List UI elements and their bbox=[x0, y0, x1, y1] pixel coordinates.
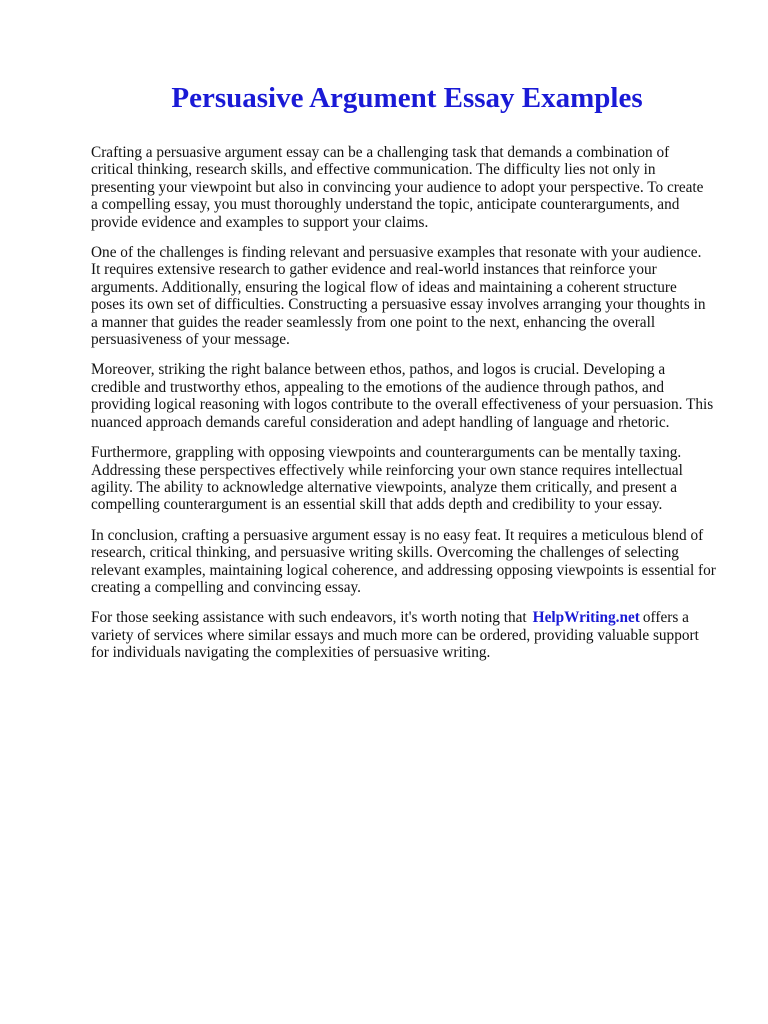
paragraph-line: arguments. Additionally, ensuring the logical flow of ideas and maintaining a coherent structure bbox=[91, 278, 677, 296]
paragraph-line: creating a compelling and convincing essay. bbox=[91, 578, 362, 596]
paragraph-line: providing logical reasoning with logos contribute to the overall effectiveness of your persuasion. This bbox=[91, 396, 714, 414]
page-title: Persuasive Argument Essay Examples bbox=[171, 82, 643, 114]
paragraph-line: compelling counterargument is an essential skill that adds depth and credibility to your essay. bbox=[91, 496, 663, 514]
body-paragraph bbox=[91, 361, 731, 431]
paragraph-line: provide evidence and examples to support your claims. bbox=[91, 213, 429, 231]
body-paragraph bbox=[91, 444, 731, 514]
body-paragraph bbox=[91, 527, 731, 597]
paragraph-line: for individuals navigating the complexities of persuasive writing. bbox=[91, 644, 491, 662]
paragraph-line: Addressing these perspectives effectively while reinforcing your own stance requires intellectual bbox=[91, 461, 683, 479]
paragraph-line: Moreover, striking the right balance between ethos, pathos, and logos is crucial. Developing a bbox=[91, 361, 666, 379]
body-paragraph bbox=[91, 144, 731, 231]
paragraph-line: variety of services where similar essays and much more can be ordered, providing valuable support bbox=[91, 626, 699, 644]
closing-text-after-link: offers a bbox=[642, 609, 689, 627]
helpwriting-link[interactable]: HelpWriting.net bbox=[532, 609, 640, 627]
paragraph-line: relevant examples, maintaining logical coherence, and addressing opposing viewpoints is essential for bbox=[91, 561, 716, 579]
closing-paragraph bbox=[91, 609, 731, 661]
paragraph-line: critical thinking, research skills, and effective communication. The difficulty lies not only in bbox=[91, 161, 656, 179]
paragraph-list bbox=[91, 144, 731, 596]
paragraph-line: Furthermore, grappling with opposing viewpoints and counterarguments can be mentally taxing. bbox=[91, 444, 682, 462]
paragraph-line: Crafting a persuasive argument essay can be a challenging task that demands a combination of bbox=[91, 144, 670, 161]
paragraph-line: a compelling essay, you must thoroughly understand the topic, anticipate counterarguments, and bbox=[91, 196, 680, 214]
body-paragraph bbox=[91, 244, 731, 348]
paragraph-line: persuasiveness of your message. bbox=[91, 331, 290, 349]
paragraph-line: nuanced approach demands careful consideration and adept handling of language and rhetoric. bbox=[91, 413, 670, 431]
paragraph-line: It requires extensive research to gather evidence and real-world instances that reinforce your bbox=[91, 261, 657, 279]
paragraph-line: In conclusion, crafting a persuasive argument essay is no easy feat. It requires a meticulous blend of bbox=[91, 526, 704, 544]
paragraph-line: credible and trustworthy ethos, appealing to the emotions of the audience through pathos, and bbox=[91, 378, 665, 396]
paragraph-line: research, critical thinking, and persuasive writing skills. Overcoming the challenges of selecting bbox=[91, 544, 679, 562]
paragraph-line: a manner that guides the reader seamlessly from one point to the next, enhancing the overall bbox=[91, 313, 656, 331]
paragraph-line: One of the challenges is finding relevant and persuasive examples that resonate with your audience. bbox=[91, 244, 702, 262]
paragraph-line: agility. The ability to acknowledge alternative viewpoints, analyze them critically, and present a bbox=[91, 478, 678, 496]
paragraph-line: presenting your viewpoint but also in convincing your audience to adopt your perspective. To create bbox=[91, 178, 704, 196]
closing-text-before-link: For those seeking assistance with such endeavors, it's worth noting that bbox=[91, 609, 527, 627]
paragraph-line: poses its own set of difficulties. Constructing a persuasive essay involves arranging your thoughts in bbox=[91, 296, 706, 314]
paragraph-line bbox=[91, 609, 731, 626]
document-body bbox=[91, 144, 731, 675]
